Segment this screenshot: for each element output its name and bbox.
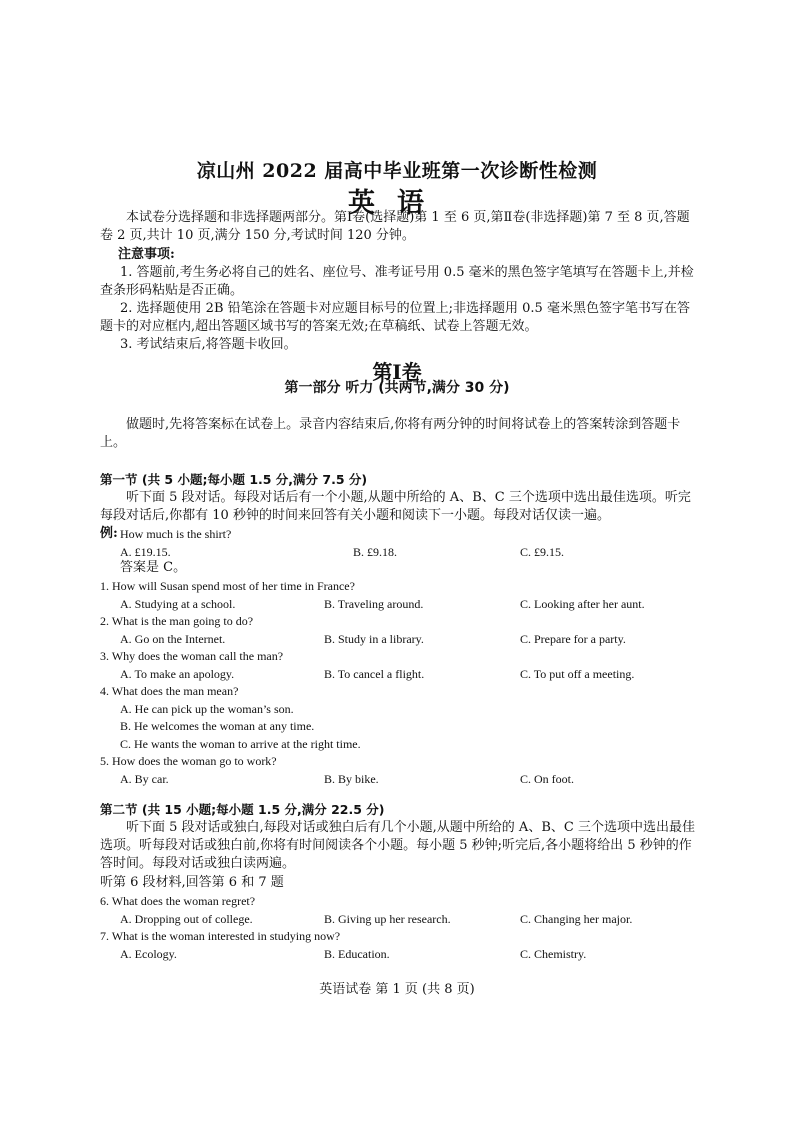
q7-option-c: C. Chemistry. — [520, 947, 587, 961]
q1-option-b: B. Traveling around. — [324, 597, 424, 611]
q5-option-c: C. On foot. — [520, 772, 574, 786]
notes-label: 注意事项: — [118, 247, 175, 262]
q7-option-a: A. Ecology. — [120, 947, 177, 961]
example-label: 例: — [100, 526, 118, 541]
q5-option-a: A. By car. — [120, 772, 169, 786]
q6-option-b: B. Giving up her research. — [324, 912, 451, 926]
q1-option-c: C. Looking after her aunt. — [520, 597, 645, 611]
q7-option-b: B. Education. — [324, 947, 390, 961]
listening-instruction: 做题时,先将答案标在试卷上。录音内容结束后,你将有两分钟的时间将试卷上的答案转涂到答题卡上。 — [100, 417, 681, 450]
q4-option-a: A. He can pick up the woman’s son. — [120, 702, 294, 716]
question-5: 5. How does the woman go to work? — [100, 754, 277, 768]
part-title: 第一部分 听力 (共两节,满分 30 分) — [284, 380, 510, 396]
q3-option-b: B. To cancel a flight. — [324, 667, 425, 681]
question-2: 2. What is the man going to do? — [100, 614, 254, 628]
intro-paragraph: 本试卷分选择题和非选择题两部分。第Ⅰ卷(选择题)第 1 至 6 页,第Ⅱ卷(非选择题)第 7 至 8 页,答题卷 2 页,共计 10 页,满分 150 分,考试时间 120 分钟。 — [100, 210, 690, 243]
example-option-a: A. £19.15. — [120, 545, 171, 559]
note-1: 1. 答题前,考生务必将自己的姓名、座位号、准考证号用 0.5 毫米的黑色签字笔填写在答题卡上,并检查条形码粘贴是否正确。 — [100, 265, 694, 298]
section1-heading: 第一节 (共 5 小题;每小题 1.5 分,满分 7.5 分) — [100, 472, 368, 487]
exam-title: 凉山州 2022 届高中毕业班第一次诊断性检测 — [196, 160, 598, 182]
q3-option-c: C. To put off a meeting. — [520, 667, 635, 681]
q1-option-a: A. Studying at a school. — [120, 597, 236, 611]
page-footer: 英语试卷 第 1 页 (共 8 页) — [319, 982, 475, 997]
q3-option-a: A. To make an apology. — [120, 667, 235, 681]
q2-option-c: C. Prepare for a party. — [520, 632, 626, 646]
q6-option-c: C. Changing her major. — [520, 912, 633, 926]
note-2: 2. 选择题使用 2B 铅笔涂在答题卡对应题目标号的位置上;非选择题用 0.5 毫米黑色签字笔书写在答题卡的对应框内,超出答题区域书写的答案无效;在草稿纸、试卷上答题无效。 — [100, 301, 690, 334]
question-4: 4. What does the man mean? — [100, 684, 239, 698]
question-6: 6. What does the woman regret? — [100, 894, 256, 908]
volume-title: 第Ⅰ卷 — [372, 360, 422, 384]
section1-description: 听下面 5 段对话。每段对话后有一个小题,从题中所给的 A、B、C 三个选项中选出最佳选项。听完每段对话后,你都有 10 秒钟的时间来回答有关小题和阅读下一小题。每段对话仅读一遍。 — [100, 490, 691, 523]
section2-heading: 第二节 (共 15 小题;每小题 1.5 分,满分 22.5 分) — [100, 802, 385, 817]
q2-option-b: B. Study in a library. — [324, 632, 424, 646]
material-instruction: 听第 6 段材料,回答第 6 和 7 题 — [100, 875, 284, 890]
section2-description: 听下面 5 段对话或独白,每段对话或独白后有几个小题,从题中所给的 A、B、C 三个选项中选出最佳选项。听每段对话或独白前,你将有时间阅读各个小题。每小题 5 秒钟;听完后,各小题将给出 5 秒钟的作答时间。每段对话或独白读两遍。 — [100, 820, 695, 871]
q2-option-a: A. Go on the Internet. — [120, 632, 226, 646]
q4-option-b: B. He welcomes the woman at any time. — [120, 719, 315, 733]
question-3: 3. Why does the woman call the man? — [100, 649, 284, 663]
q4-option-c: C. He wants the woman to arrive at the right time. — [120, 737, 361, 751]
question-1: 1. How will Susan spend most of her time in France? — [100, 579, 355, 593]
subject-title: 英语 — [348, 188, 446, 219]
example-option-b: B. £9.18. — [353, 545, 398, 559]
question-7: 7. What is the woman interested in studying now? — [100, 929, 341, 943]
q5-option-b: B. By bike. — [324, 772, 379, 786]
note-3: 3. 考试结束后,将答题卡收回。 — [120, 337, 297, 352]
example-question: How much is the shirt? — [120, 527, 232, 541]
example-option-c: C. £9.15. — [520, 545, 565, 559]
q6-option-a: A. Dropping out of college. — [120, 912, 253, 926]
example-answer: 答案是 C。 — [120, 560, 187, 575]
